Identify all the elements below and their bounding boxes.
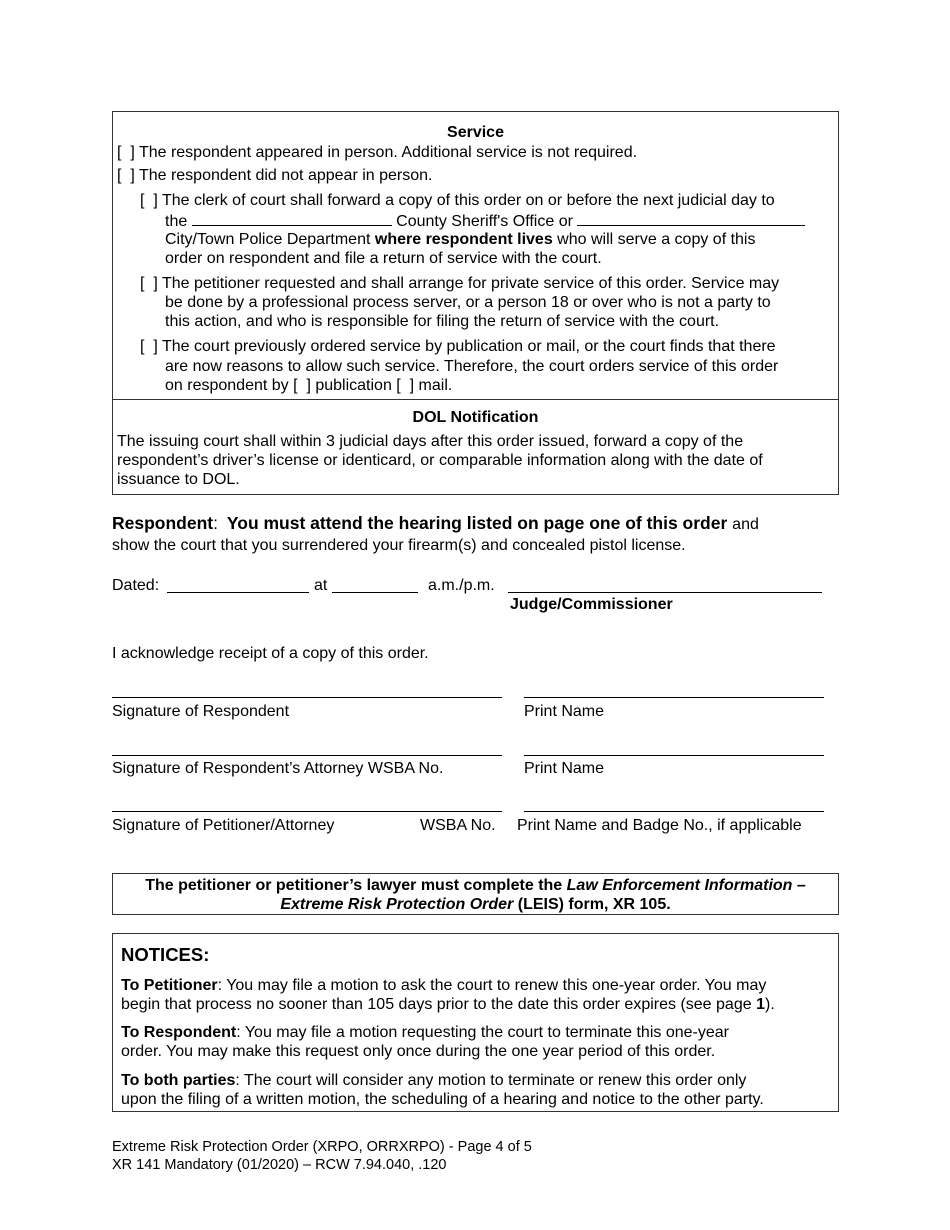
sub-option-clerk-text: The clerk of court shall forward a copy of this order on or before the next judicial day to bbox=[161, 192, 775, 209]
text-county-sheriff: County Sheriff's Office or bbox=[396, 213, 573, 230]
footer-line2: XR 141 Mandatory (01/2020) – RCW 7.94.040, .120 bbox=[112, 1157, 447, 1173]
respondent-must-attend: You must attend the hearing listed on page one of this order bbox=[226, 513, 728, 533]
text-police-dept: City/Town Police Department bbox=[165, 231, 371, 248]
respondent-signature-line[interactable] bbox=[112, 697, 502, 698]
option-appeared-text: The respondent appeared in person. Additional service is not required. bbox=[138, 144, 638, 161]
at-label: at bbox=[314, 577, 328, 594]
county-field[interactable] bbox=[192, 211, 392, 226]
checkbox-mail[interactable]: [ ] bbox=[396, 377, 415, 394]
petitioner-signature-line[interactable] bbox=[112, 811, 502, 812]
dol-line3: issuance to DOL. bbox=[117, 471, 240, 488]
notice-petitioner-close: ). bbox=[764, 996, 775, 1013]
sub-option-private-line2: be done by a professional process server, or a person 18 or over who is not a party to bbox=[165, 294, 771, 311]
print-name-badge-label: Print Name and Badge No., if applicable bbox=[517, 817, 802, 834]
notice-both-text: : The court will consider any motion to terminate or renew this order only bbox=[235, 1072, 747, 1089]
sub-option-clerk-line3 bbox=[165, 230, 755, 250]
text-on-respondent-by: on respondent by bbox=[165, 377, 289, 394]
checkbox-not-appeared[interactable]: [ ] bbox=[117, 167, 135, 184]
sub-option-private-line3: this action, and who is responsible for filing the return of service with the court. bbox=[165, 313, 720, 330]
text-the: the bbox=[165, 213, 188, 230]
dated-label: Dated: bbox=[112, 577, 160, 594]
notice-petitioner-line1 bbox=[121, 976, 766, 996]
sub-option-private-text: The petitioner requested and shall arrange for private service of this order. Service may bbox=[161, 275, 780, 292]
dol-line1: The issuing court shall within 3 judicial days after this order issued, forward a copy of the bbox=[117, 433, 744, 450]
sub-option-publication bbox=[140, 337, 776, 357]
notice-page-number: 1 bbox=[756, 996, 765, 1013]
text-mail: mail. bbox=[418, 377, 453, 394]
notice-both-line1 bbox=[121, 1071, 746, 1091]
signature-respondent-label: Signature of Respondent bbox=[112, 703, 290, 720]
option-not-appeared-text: The respondent did not appear in person. bbox=[138, 167, 433, 184]
attorney-signature-line[interactable] bbox=[112, 755, 502, 756]
checkbox-private[interactable]: [ ] bbox=[140, 275, 158, 292]
judge-signature-line[interactable] bbox=[508, 592, 822, 593]
sub-option-private bbox=[140, 274, 779, 294]
checkbox-clerk[interactable]: [ ] bbox=[140, 192, 158, 209]
respondent-notice-line2: show the court that you surrendered your firearm(s) and concealed pistol license. bbox=[112, 537, 686, 554]
text-publication: publication bbox=[315, 377, 392, 394]
notice-petitioner-label: To Petitioner bbox=[121, 977, 218, 994]
leis-text-xrpo: Extreme Risk Protection Order bbox=[280, 896, 514, 913]
sub-option-clerk-line2 bbox=[165, 211, 805, 232]
notices-box bbox=[112, 933, 839, 1112]
print-name-badge-line[interactable] bbox=[524, 811, 824, 812]
wsba-label: WSBA No. bbox=[420, 817, 496, 834]
print-name-line-1[interactable] bbox=[524, 697, 824, 698]
service-heading: Service bbox=[447, 124, 504, 141]
sub-option-publication-line3 bbox=[165, 376, 452, 396]
acknowledge-text: I acknowledge receipt of a copy of this order. bbox=[112, 645, 429, 662]
footer-line1: Extreme Risk Protection Order (XRPO, ORRXRPO) - Page 4 of 5 bbox=[112, 1139, 532, 1155]
sub-option-publication-line2: are now reasons to allow such service. Therefore, the court orders service of this order bbox=[165, 358, 779, 375]
checkbox-appeared[interactable]: [ ] bbox=[117, 144, 135, 161]
leis-text-form: (LEIS) form, XR 105. bbox=[517, 896, 671, 913]
ampm-label: a.m./p.m. bbox=[428, 577, 495, 594]
respondent-and: and bbox=[732, 516, 759, 533]
leis-text-law-enforcement: Law Enforcement Information – bbox=[566, 877, 806, 894]
leis-text-a: The petitioner or petitioner’s lawyer must complete the bbox=[145, 877, 563, 894]
dol-line2: respondent’s driver’s license or identicard, or comparable information along with the date of bbox=[117, 452, 763, 469]
sub-option-clerk bbox=[140, 191, 775, 211]
option-appeared bbox=[117, 143, 637, 163]
text-where-respondent-lives: where respondent lives bbox=[374, 231, 553, 248]
print-name-line-2[interactable] bbox=[524, 755, 824, 756]
print-name-label-1: Print Name bbox=[524, 703, 605, 720]
notice-both-line2: upon the filing of a written motion, the scheduling of a hearing and notice to the other party. bbox=[121, 1091, 764, 1108]
judge-commissioner-label: Judge/Commissioner bbox=[510, 596, 673, 613]
leis-notice-box bbox=[112, 873, 839, 915]
time-field[interactable] bbox=[332, 592, 418, 593]
signature-attorney-label: Signature of Respondent’s Attorney WSBA No. bbox=[112, 760, 444, 777]
police-dept-field[interactable] bbox=[577, 211, 805, 226]
notice-both-label: To both parties bbox=[121, 1072, 236, 1089]
respondent-label: Respondent bbox=[112, 513, 214, 533]
print-name-label-2: Print Name bbox=[524, 760, 605, 777]
notice-respondent-text: : You may file a motion requesting the court to terminate this one-year bbox=[236, 1024, 729, 1041]
notice-petitioner-line2 bbox=[121, 995, 775, 1015]
notices-heading: NOTICES: bbox=[121, 944, 210, 965]
date-field[interactable] bbox=[167, 592, 309, 593]
leis-line1 bbox=[113, 876, 838, 896]
respondent-colon: : bbox=[213, 513, 218, 533]
notice-respondent-line1 bbox=[121, 1023, 729, 1043]
checkbox-publication[interactable]: [ ] bbox=[293, 377, 311, 394]
notice-respondent-label: To Respondent bbox=[121, 1024, 237, 1041]
signature-petitioner-label: Signature of Petitioner/Attorney bbox=[112, 817, 335, 834]
text-who-will-serve: who will serve a copy of this bbox=[557, 231, 756, 248]
notice-petitioner-text: : You may file a motion to ask the court to renew this one-year order. You may bbox=[217, 977, 767, 994]
checkbox-publication-or-mail[interactable]: [ ] bbox=[140, 338, 158, 355]
sub-option-publication-text: The court previously ordered service by publication or mail, or the court finds that there bbox=[161, 338, 776, 355]
dol-heading: DOL Notification bbox=[412, 409, 539, 426]
respondent-notice bbox=[112, 514, 759, 535]
notice-respondent-line2: order. You may make this request only once during the one year period of this order. bbox=[121, 1043, 716, 1060]
leis-line2 bbox=[113, 895, 838, 915]
sub-option-clerk-line4: order on respondent and file a return of service with the court. bbox=[165, 250, 602, 267]
notice-petitioner-text2: begin that process no sooner than 105 days prior to the date this order expires (see page bbox=[121, 996, 752, 1013]
service-section bbox=[112, 111, 839, 400]
dol-section bbox=[112, 399, 839, 495]
option-not-appeared bbox=[117, 166, 432, 186]
